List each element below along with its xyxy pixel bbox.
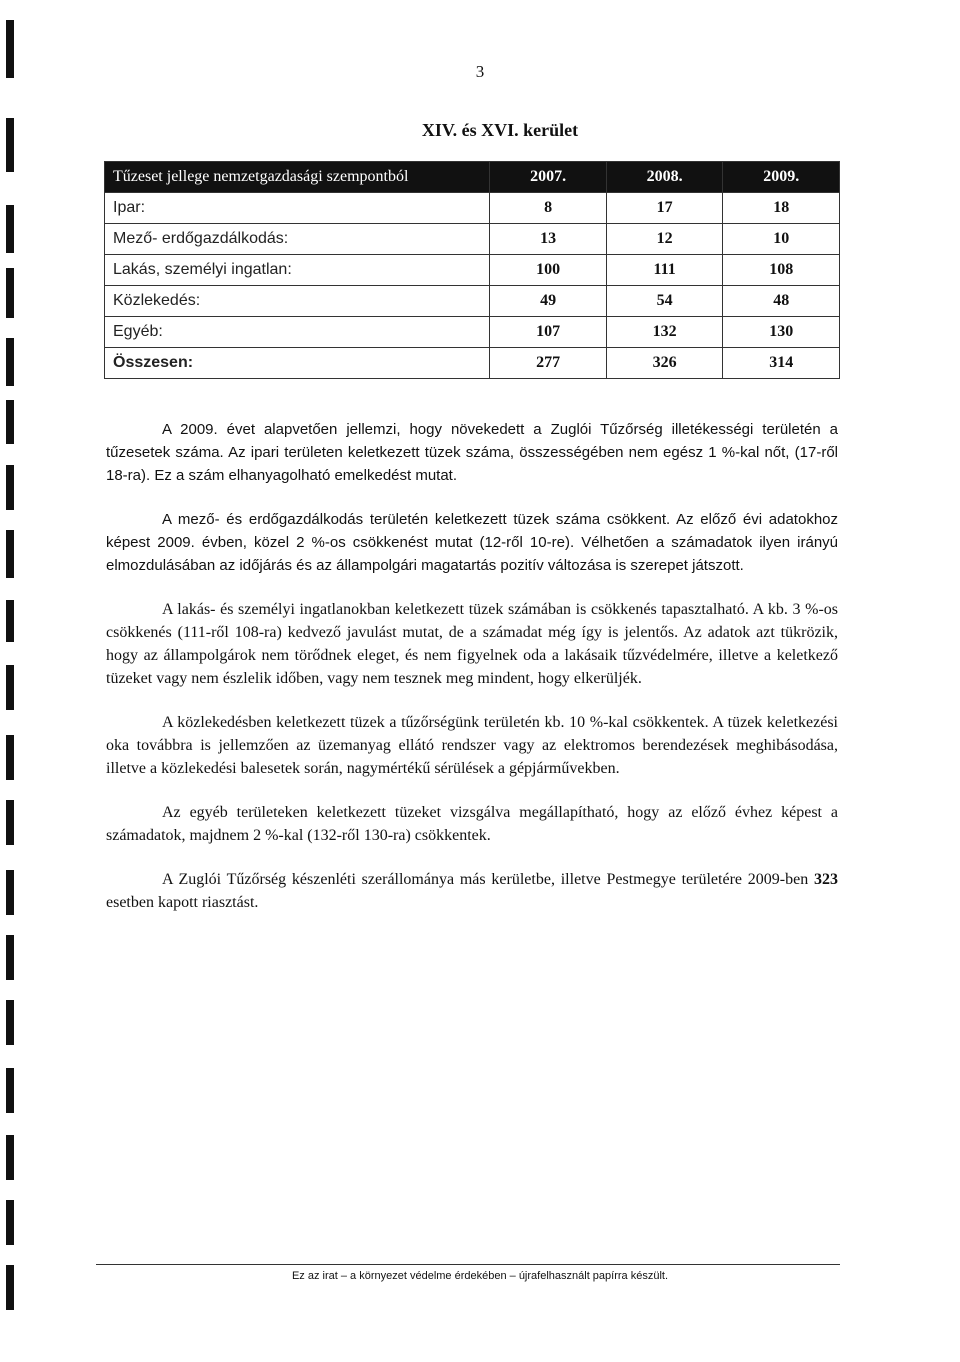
row-value-2007: 13 — [490, 224, 607, 255]
row-label: Mező- erdőgazdálkodás: — [105, 224, 490, 255]
row-value-2008: 111 — [606, 255, 723, 286]
fire-statistics-table — [104, 161, 840, 379]
row-value-2009: 18 — [723, 193, 840, 224]
row-value-2008: 326 — [606, 348, 723, 379]
binding-holes — [0, 0, 20, 1362]
paragraph-overview-text: A 2009. évet alapvetően jellemzi, hogy növekedett a Zuglói Tűzőrség illetékességi területén a tűzesetek száma. Az ipari területen keletkezett tüzek száma, összességében nem egész 1 %-kal nőt, (17-ről 18-ra). — [106, 421, 838, 484]
dispatch-count: 323 — [814, 871, 838, 888]
footer-note: Ez az irat – a környezet védelme érdekében – újrafelhasznált papírra készült. — [291, 1270, 669, 1282]
row-value-2009: 130 — [723, 317, 840, 348]
paragraph-transport: A közlekedésben keletkezett tüzek a tűzőrségünk területén kb. 10 %-kal csökkentek. A tüzek keletkezési oka továbbra is jellemzően az üzemanyag ellátó rendszer vagy az elektromos berendezések meghibásodása, illetve a közlekedési balesetek során, nagymértékű sérülések a gépjárművekben. — [106, 714, 838, 777]
row-value-2008: 132 — [606, 317, 723, 348]
row-label: Közlekedés: — [105, 286, 490, 317]
header-year-2009: 2009. — [723, 162, 840, 193]
table-row — [105, 317, 840, 348]
row-value-2009: 108 — [723, 255, 840, 286]
row-label: Összesen: — [105, 348, 490, 379]
row-value-2009: 10 — [723, 224, 840, 255]
row-label: Ipar: — [105, 193, 490, 224]
footer-divider — [96, 1264, 840, 1265]
page-number: 3 — [475, 62, 485, 81]
row-label: Lakás, személyi ingatlan: — [105, 255, 490, 286]
table-row — [105, 286, 840, 317]
table-row-total — [105, 348, 840, 379]
row-value-2008: 54 — [606, 286, 723, 317]
row-value-2007: 100 — [490, 255, 607, 286]
paragraph-other: Az egyéb területeken keletkezett tüzeket vizsgálva megállapítható, hogy az előző évhez képest a számadatok, majdnem 2 %-kal (132-ről 130-ra) csökkentek. — [106, 804, 838, 844]
row-value-2007: 8 — [490, 193, 607, 224]
row-value-2007: 49 — [490, 286, 607, 317]
row-value-2008: 17 — [606, 193, 723, 224]
row-label: Egyéb: — [105, 317, 490, 348]
table-row — [105, 224, 840, 255]
row-value-2007: 107 — [490, 317, 607, 348]
table-header-row — [105, 162, 840, 193]
row-value-2007: 277 — [490, 348, 607, 379]
paragraph-overview-conclusion: Ez a szám elhanyagolható emelkedést mutat. — [150, 467, 458, 484]
row-value-2008: 12 — [606, 224, 723, 255]
body-text — [106, 418, 838, 935]
paragraph-dispatches-text: A Zuglói Tűzőrség készenléti szerállománya más kerületbe, illetve Pestmegye területére 2009-ben — [162, 871, 814, 888]
header-year-2007: 2007. — [490, 162, 607, 193]
paragraph-dispatches-end: esetben kapott riasztást. — [106, 894, 259, 911]
row-value-2009: 48 — [723, 286, 840, 317]
paragraph-dispatches — [106, 868, 838, 914]
section-title: XIV. és XVI. kerület — [421, 120, 579, 140]
paragraph-residential: A lakás- és személyi ingatlanokban keletkezett tüzek számában is csökkenés tapasztalható. A kb. 3 %-os csökkenés (111-ről 108-ra) kedvező javulást mutat, de a számadat még így is jelentős. Az adatok azt tükrözik, hogy az állampolgárok nem törődnek eleget, és nem figyelnek oda a lakásaik tűzvédelmére, illetve a keletkező tüzeket vagy nem észlelik időben, vagy nem tesznek meg mindent, hogy elkerüljék. — [106, 601, 838, 687]
header-category: Tűzeset jellege nemzetgazdasági szempontból — [105, 162, 490, 193]
table-row — [105, 255, 840, 286]
table-row — [105, 193, 840, 224]
row-value-2009: 314 — [723, 348, 840, 379]
paragraph-agriculture: A mező- és erdőgazdálkodás területén keletkezett tüzek száma csökkent. Az előző évi adatokhoz képest 2009. évben, közel 2 %-os csökkenést mutat (12-ről 10-re). Vélhetően a számadatok ilyen irányú elmozdulásában az időjárás és az állampolgári magatartás pozitív változása is szerepet játszott. — [106, 511, 838, 574]
header-year-2008: 2008. — [606, 162, 723, 193]
paragraph-overview — [106, 418, 838, 487]
